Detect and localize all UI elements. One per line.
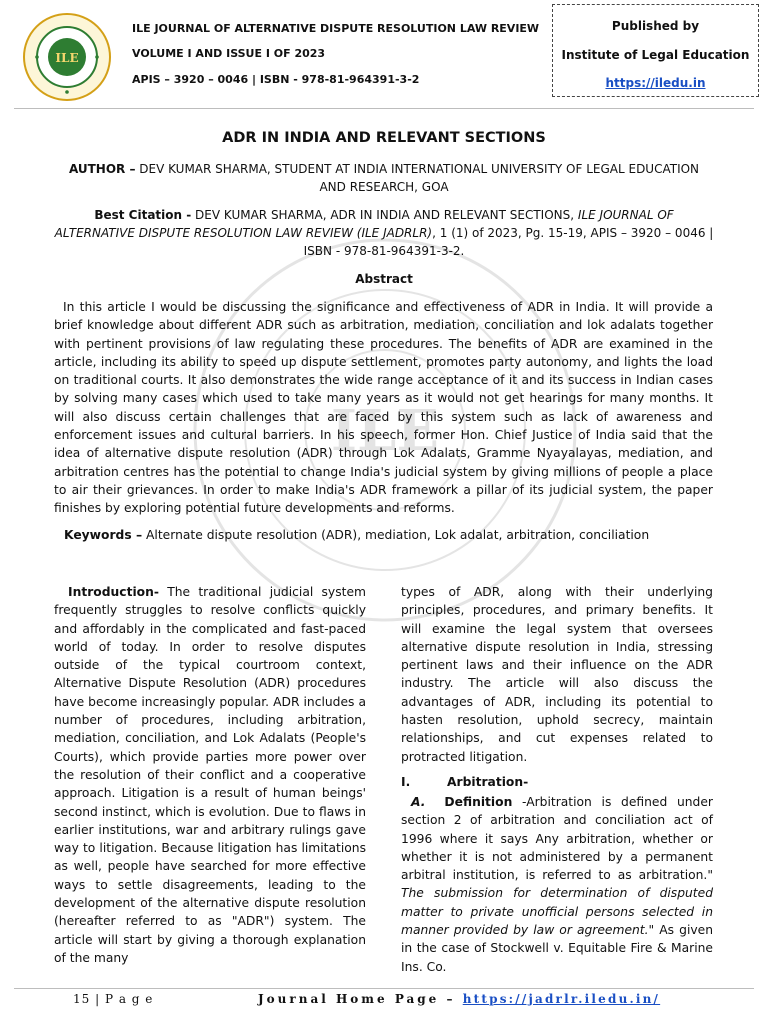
publisher-name: Institute of Legal Education [561,48,750,62]
keywords-label: Keywords – [64,528,143,542]
citation-line2: , 1 (1) of 2023, Pg. 15-19, APIS – 3920 – 0046 | [432,226,714,240]
article-title: ADR IN INDIA AND RELEVANT SECTIONS [222,130,546,146]
author-block [50,160,718,196]
definition-paragraph [401,793,713,976]
subsection-title: Definition [444,795,513,809]
published-by-label: Published by [611,19,700,33]
journal-home-page [258,992,660,1006]
volume-issue: VOLUME I AND ISSUE I OF 2023 [132,47,326,60]
publisher-link[interactable]: https://iledu.in [605,76,706,90]
section-number: I. [401,775,411,789]
publisher-box [552,4,759,97]
footer-divider [14,988,754,989]
author-label: AUTHOR – [68,162,136,176]
apis-isbn: APIS – 3920 – 0046 | ISBN - 978-81-964391-3-2 [132,73,420,86]
header-divider [14,108,754,109]
page-number: 15 | P a g e [73,992,154,1006]
left-column [54,583,366,967]
keywords-text: Alternate dispute resolution (ADR), mediation, Lok adalat, arbitration, conciliation [146,528,650,542]
citation-journal-part2: ALTERNATIVE DISPUTE RESOLUTION LAW REVIEW (ILE JADRLR) [54,226,433,240]
abstract-text: In this article I would be discussing the significance and effectiveness of ADR in India. It will provide a brief knowledge about different ADR such as arbitration, mediation, conciliation and lok adalats together with pertinent provisions of law regulating these procedures. The benefits of ADR are examined in the article, including its ability to speed up dispute settlement, promotes party autonomy, and lights the load on traditional courts. It also demonstrates the wide range acceptance of it and its success in Indian cases by solving many cases which used to take many years as it would not get hearings for many months. It will also discuss certain challenges that are faced by this system such as lack of awareness and enforcement issues and cultural barriers. In his speech, former Hon. Chief Justice of India said that the idea of alternative dispute resolution (ADR) through Lok Adalats, Gramme Nyayalayas, mediation, and arbitration centres has the potential to change India's judicial system by giving millions of people a place to air their grievances. In order to make India's ADR framework a pillar of its judicial system, the paper finishes by exploring potential future developments and reforms. [54,300,713,516]
right-column [401,583,713,766]
right-column-text: types of ADR, along with their underlying principles, procedures, and primary benefits. It will examine the legal system that oversees alternative dispute resolution in India, stressing pertinent laws and their influence on the ADR industry. The article will also discuss the advantages of ADR, including its potential to hasten resolution, uphold secrecy, maintain relationships, and cut expenses related to protracted litigation. [401,585,713,764]
citation-journal-part1: ILE JOURNAL OF [577,208,674,222]
author-line2: AND RESEARCH, GOA [319,180,449,194]
citation-isbn: ISBN - 978-81-964391-3-2. [303,244,465,258]
section-title: Arbitration- [447,775,529,789]
journal-logo [22,12,112,102]
intro-label: Introduction- [68,585,159,599]
citation-line1: DEV KUMAR SHARMA, ADR IN INDIA AND RELEVANT SECTIONS, [195,208,575,222]
abstract-heading: Abstract [355,272,413,286]
journal-name: ILE JOURNAL OF ALTERNATIVE DISPUTE RESOLUTION LAW REVIEW [132,22,540,35]
author-line1: DEV KUMAR SHARMA, STUDENT AT INDIA INTERNATIONAL UNIVERSITY OF LEGAL EDUCATION [139,162,700,176]
home-page-link[interactable]: https://jadrlr.iledu.in/ [462,992,661,1006]
keywords-line [64,528,649,542]
subsection-label: A. [411,795,426,809]
definition-text: -Arbitration is defined under section 2 of arbitration and conciliation act of 1996 where it says Any arbitration, whether or whether it is not administered by a permanent arbitral institution, is referred to as arbitration." [401,795,713,883]
definition-tail: As given in the case of Stockwell v. Equitable Fire & Marine Ins. Co. [401,923,713,974]
home-label: Journal Home Page – [258,992,456,1006]
intro-text: The traditional judicial system frequently struggles to resolve conflicts quickly and affordably in the complicated and fast-paced world of today. In order to resolve disputes outside of the typical courtroom context, Alternative Dispute Resolution (ADR) procedures have become increasingly popular. ADR includes a number of procedures, including arbitration, mediation, conciliation, and Lok Adalats (People's Courts), which provide parties more power over the resolution of their conflict and a cooperative approach. Litigation is a result of human beings' second instinct, which is evolution. Due to flaws in earlier institutions, war and arbitrary rulings gave way to litigation. Because litigation has limitations as well, people have searched for more effective ways to settle disagreements, leading to the development of the alternative dispute resolution (hereafter referred to as "ADR") system. The article will start by giving a thorough explanation of the many [54,585,366,965]
svg-text:ILE: ILE [55,51,79,65]
citation-label: Best Citation - [94,208,192,222]
definition-quote: The submission for determination of disputed matter to private unofficial persons selected in manner provided by law or agreement." [401,886,713,938]
svg-text:ILE: ILE [330,398,440,464]
citation-block [50,206,718,260]
